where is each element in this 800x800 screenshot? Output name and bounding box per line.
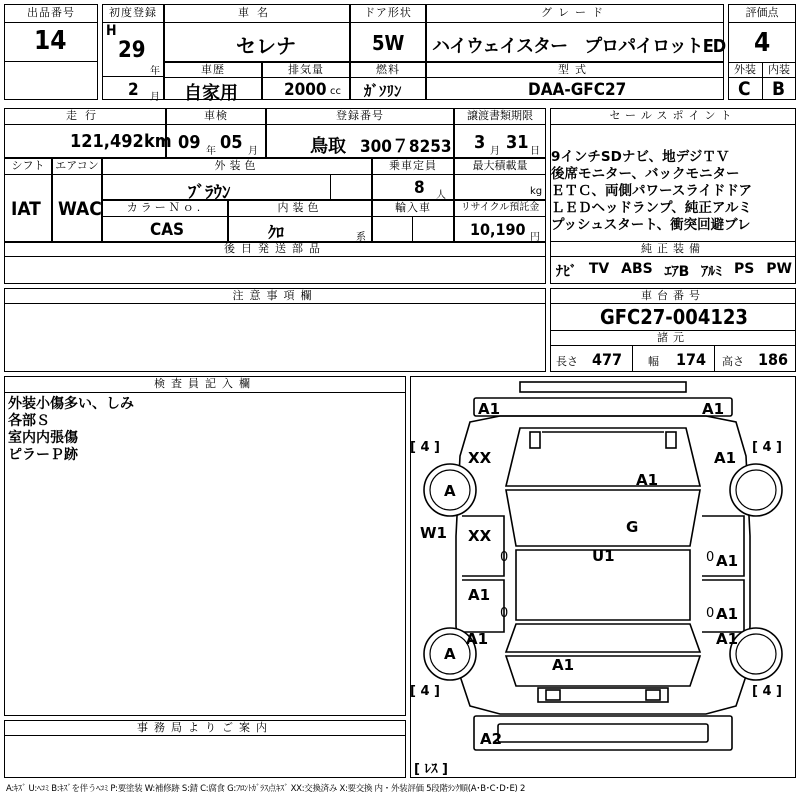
reg-month: 2 — [128, 80, 139, 100]
equipment-item: PS — [734, 261, 755, 277]
divider — [550, 345, 796, 346]
fuel: ｶﾞｿﾘﾝ — [364, 82, 402, 100]
equipment-item: TV — [588, 261, 610, 277]
chassis-number: GFC27-004123 — [600, 305, 748, 329]
height: 186 — [758, 350, 789, 369]
mark-door-r1: A1 — [716, 552, 739, 570]
mark-door-l2: A1 — [468, 586, 491, 604]
divider — [4, 124, 166, 125]
recycle-unit: 円 — [530, 232, 540, 243]
divider — [550, 256, 796, 257]
capacity-unit: 人 — [436, 190, 446, 201]
divider — [550, 303, 796, 304]
car-name-label: 車名 — [238, 6, 276, 19]
divider — [330, 174, 331, 200]
divider — [166, 124, 266, 125]
score-label: 評価点 — [745, 6, 779, 19]
inspection-year-unit: 年 — [206, 146, 216, 157]
mark-spare: [ ﾚｽ ] — [414, 762, 448, 777]
office-label: 事務局よりご案内 — [137, 721, 273, 734]
mileage-label: 走行 — [66, 109, 104, 122]
displacement-label: 排気量 — [288, 63, 324, 76]
inspection-year: 09 — [178, 132, 201, 153]
divider — [52, 174, 102, 175]
int-color-label: 内装色 — [277, 201, 323, 214]
fuel-label: 燃料 — [376, 63, 400, 76]
inspector-notes — [8, 396, 134, 464]
ext-color: ﾌﾞﾗｳﾝ — [188, 183, 231, 203]
divider — [426, 22, 724, 23]
sales-line: 9インチSDナビ、地デジＴＶ — [551, 149, 730, 165]
divider — [350, 22, 426, 23]
sales-line: ＥＴＣ、両側パワースライドドア — [551, 183, 753, 199]
mark-rear-fender-l: A1 — [466, 630, 489, 648]
int-color-unit: 系 — [356, 232, 366, 243]
door-label: ドア形状 — [364, 6, 412, 19]
sales-lines — [551, 149, 795, 234]
reg-area: 鳥取 — [310, 136, 346, 157]
divider — [454, 216, 546, 217]
shift: IAT — [11, 198, 41, 220]
legend: A:ｷｽﾞ U:ﾍｺﾐ B:ｷｽﾞを伴うﾍｺﾐ P:要塗装 W:補修跡 S:錆 C:腐食 G:ﾌﾛﾝﾄｶﾞﾗｽ点ｷｽﾞ XX:交換済み X:要交換 内・外装評価 5段階ﾗﾝｸ順(A･B･C･D･E) 2 — [6, 784, 526, 794]
recycle: 10,190 — [470, 220, 526, 239]
divider — [372, 174, 454, 175]
divider — [266, 124, 454, 125]
divider — [262, 77, 350, 78]
length-label: 長さ — [556, 355, 578, 368]
mark-roof: U1 — [592, 547, 615, 565]
inspector-label: 検査員記入欄 — [154, 377, 256, 390]
inspection-month: 05 — [220, 132, 243, 153]
inspection-month-unit: 月 — [248, 146, 258, 157]
grade: ハイウェイスター プロパイロットED — [432, 36, 726, 57]
max-load-label: 最大積載量 — [472, 159, 528, 172]
divider — [164, 77, 262, 78]
month-unit: 月 — [150, 92, 160, 103]
mark-door-r2: A1 — [716, 605, 739, 623]
divider — [412, 216, 413, 242]
transfer-label: 譲渡書類期限 — [467, 109, 533, 122]
mark-rear-fender-r: A1 — [716, 630, 739, 648]
transfer-day-unit: 日 — [530, 146, 540, 157]
inspector-note: ピラーＰ跡 — [8, 447, 78, 463]
mark-wheel-fl: A — [444, 482, 456, 500]
mark-fender-fl: XX — [468, 449, 492, 467]
recycle-label: リサイクル預託金 — [460, 202, 540, 213]
tire-rear-left: [ 4 ] — [410, 684, 440, 699]
equipment-item: ｱﾙﾐ — [701, 264, 723, 280]
interior-grade: B — [772, 78, 786, 100]
divider — [164, 22, 350, 23]
history: 自家用 — [184, 83, 238, 104]
divider — [454, 124, 546, 125]
mark-rear-center: A1 — [552, 656, 575, 674]
car-diagram — [410, 376, 796, 778]
caution-label: 注意事項欄 — [232, 289, 318, 302]
inspection-label: 車検 — [204, 109, 228, 122]
transfer-day: 31 — [506, 132, 529, 153]
mark-door-r1-small: 0 — [706, 550, 715, 565]
sales-label: セールスポイント — [609, 109, 737, 122]
grade-label: グレード — [541, 6, 609, 19]
sales-line: プッシュスタート、衝突回避ブレ — [551, 217, 751, 233]
mark-rear-bumper: A2 — [480, 730, 503, 748]
divider — [4, 61, 98, 62]
divider — [4, 256, 546, 257]
divider — [632, 345, 633, 372]
divider — [4, 174, 52, 175]
specs-label: 諸元 — [657, 331, 689, 344]
lot-label: 出品番号 — [27, 6, 75, 19]
mark-windshield: G — [626, 518, 639, 536]
reg-num: 300７8253 — [360, 137, 452, 157]
shift-label: シフト — [11, 159, 45, 172]
divider — [728, 22, 796, 23]
equipment-item: ｴｱB — [664, 264, 690, 280]
import-label: 輸入車 — [395, 201, 431, 214]
first-reg-label: 初度登録 — [109, 6, 157, 19]
divider — [228, 216, 372, 217]
tire-front-right: [ 4 ] — [752, 440, 782, 455]
sales-line: 後席モニター、バックモニター — [551, 166, 740, 182]
length: 477 — [592, 350, 623, 369]
inspector-note: 外装小傷多い、しみ — [8, 396, 134, 412]
capacity: 8 — [414, 178, 425, 198]
divider — [102, 216, 228, 217]
door-type: 5W — [372, 31, 405, 55]
divider — [550, 124, 796, 125]
reg-year: 29 — [118, 38, 146, 63]
aircon-label: エアコン — [55, 159, 99, 172]
mark-wheel-rl: A — [444, 645, 456, 663]
reg-number-label: 登録番号 — [336, 109, 384, 122]
year-unit: 年 — [150, 66, 160, 77]
equipment-item: ﾅﾋﾞ — [556, 264, 577, 280]
interior-label: 内装 — [768, 63, 790, 76]
max-load-unit: kg — [530, 186, 543, 197]
color-no: CAS — [150, 220, 185, 240]
mark-door-l2-small: 0 — [500, 606, 509, 621]
later-parts-label: 後日発送部品 — [224, 242, 326, 255]
mark-pillar-l: W1 — [420, 524, 447, 542]
transfer-month-unit: 月 — [490, 146, 500, 157]
aircon: WAC — [58, 198, 102, 220]
int-color: ｸﾛ — [268, 223, 285, 242]
exterior-label: 外装 — [734, 63, 756, 76]
inspector-note: 各部Ｓ — [8, 413, 50, 429]
width-label: 幅 — [648, 355, 659, 368]
inspector-note: 室内内張傷 — [8, 430, 78, 446]
displacement-unit: cc — [330, 86, 341, 97]
width: 174 — [676, 350, 707, 369]
divider — [4, 735, 406, 736]
mark-door-r2-small: 0 — [706, 606, 715, 621]
divider — [4, 303, 546, 304]
model-label: 型式 — [558, 63, 592, 76]
mark-front-right: A1 — [702, 400, 725, 418]
equipment-item: ABS — [621, 261, 653, 277]
height-label: 高さ — [722, 355, 744, 368]
divider — [4, 22, 98, 23]
exterior-grade: C — [738, 78, 751, 100]
chassis-label: 車台番号 — [641, 289, 705, 302]
divider — [350, 77, 426, 78]
mark-fender-fr: A1 — [714, 449, 737, 467]
mark-hood: A1 — [636, 471, 659, 489]
sales-line: ＬＥＤヘッドランプ、純正アルミ — [551, 200, 752, 216]
history-label: 車歴 — [201, 63, 225, 76]
mark-front-left: A1 — [478, 400, 501, 418]
capacity-label: 乗車定員 — [389, 159, 437, 172]
divider — [714, 345, 715, 372]
mark-door-l1-small: 0 — [500, 550, 509, 565]
tire-front-left: [ 4 ] — [410, 440, 440, 455]
displacement: 2000 — [284, 80, 327, 100]
ext-color-label: 外装色 — [214, 159, 260, 172]
lot-number: 14 — [34, 26, 67, 56]
divider — [426, 77, 724, 78]
color-no-label: カラーＮｏ. — [126, 201, 204, 214]
tire-rear-right: [ 4 ] — [752, 684, 782, 699]
divider — [102, 174, 372, 175]
mark-door-l1: XX — [468, 527, 492, 545]
transfer-month: 3 — [474, 132, 486, 153]
score: 4 — [754, 28, 771, 58]
era: H — [106, 23, 117, 39]
car-name: セレナ — [236, 34, 296, 58]
divider — [372, 216, 454, 217]
equipment-label: 純正装備 — [641, 242, 705, 255]
equipment-list — [556, 261, 792, 281]
mileage-unit: km — [144, 131, 172, 152]
equipment-item: PW — [766, 261, 792, 277]
divider — [454, 174, 546, 175]
divider — [4, 392, 406, 393]
model: DAA-GFC27 — [528, 80, 627, 100]
mileage: 121,492 — [70, 131, 144, 152]
